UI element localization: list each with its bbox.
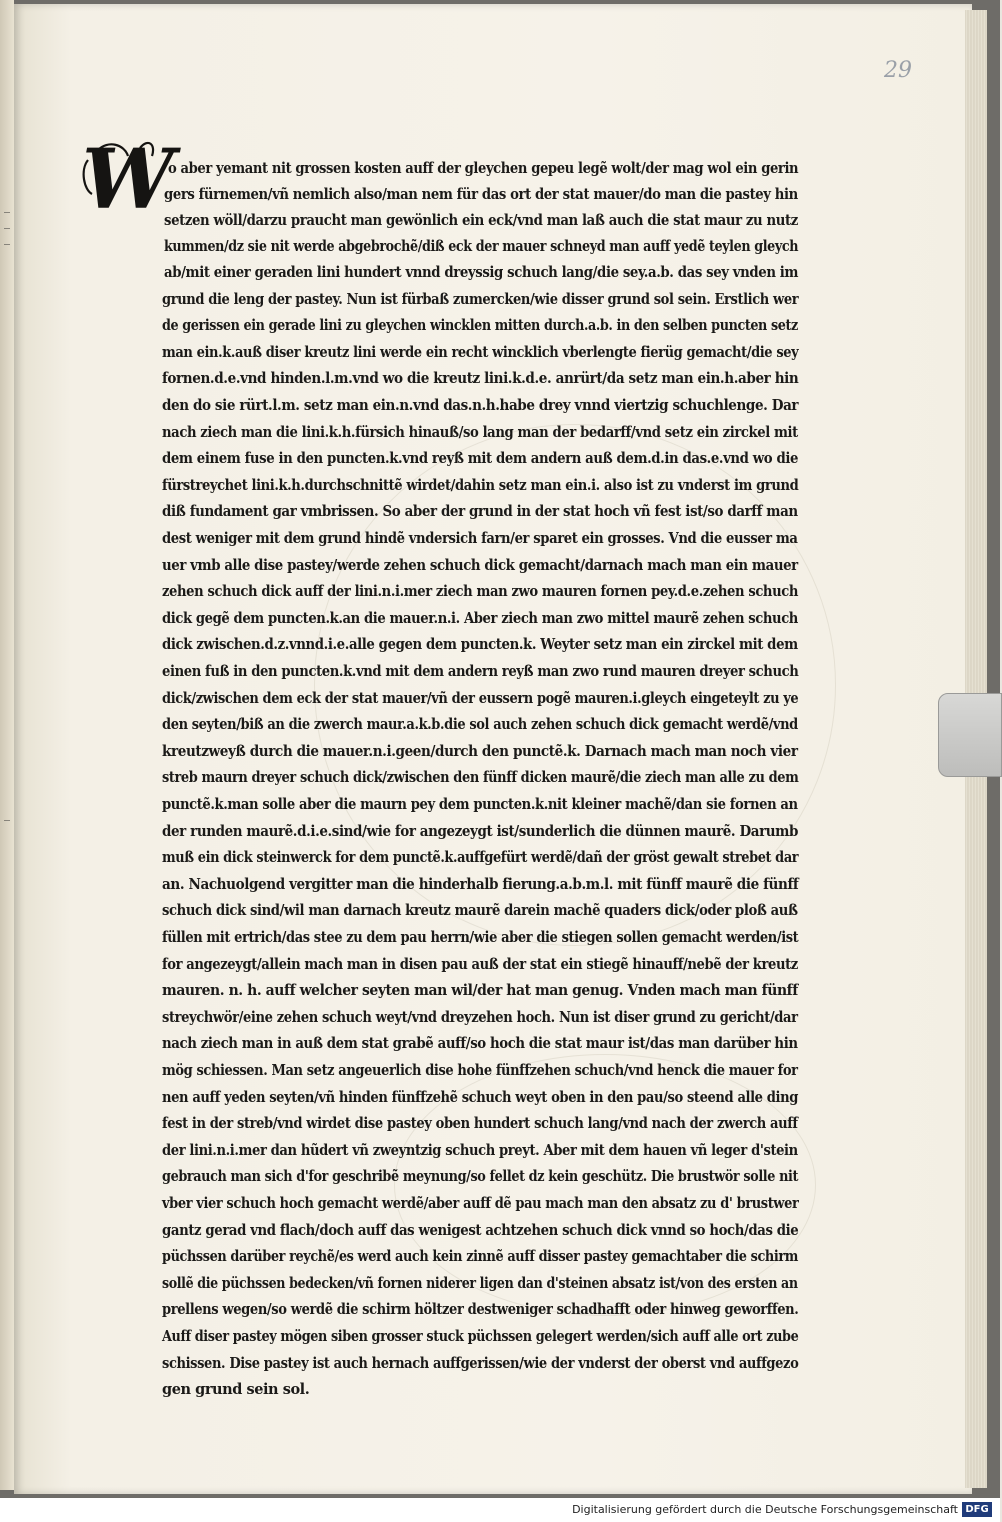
text-line: muß ein dick steinwerck for dem punctẽ.k.auffgefürt werdẽ/dañ der gröst gewalt strebet dar <box>162 849 799 867</box>
text-line: gen grund sein sol. <box>162 1381 310 1399</box>
text-line: dick/zwischen dem eck der stat mauer/vñ der eussern pogẽ mauren.i.gleych eingeteylt zu ye <box>162 689 799 707</box>
text-line: zehen schuch dick auff der lini.n.i.mer ziech man zwo mauren fornen pey.d.e.zehen schuch <box>162 583 799 601</box>
text-line: grund die leng der pastey. Nun ist fürbaß zumercken/wie disser grund sol sein. Erstlich wer <box>162 290 799 308</box>
text-line: füllen mit ertrich/das stee zu dem pau herrn/wie aber die stiegen sollen gemacht werden/ist <box>162 929 799 946</box>
text-line: kummen/dz sie nit werde abgebrochẽ/diß eck der mauer schneyd man auff yedẽ teylen gleych <box>164 238 799 255</box>
text-line: schuch dick sind/wil man darnach kreutz maurẽ darein machẽ quaders dick/oder ploß auß <box>162 902 798 920</box>
text-line: nach ziech man in auß dem stat grabẽ auff/so hoch die stat maur ist/das man darüber hin <box>162 1035 798 1053</box>
text-line: for angezeygt/allein mach man in disen pau auß der stat ein stiegẽ hinauff/nebẽ der kreutz <box>162 955 798 973</box>
text-line: vber vier schuch hoch gemacht werdẽ/aber auff dẽ pau mach man den absatz zu d' brustwer <box>162 1195 799 1212</box>
text-line: punctẽ.k.man solle aber die maurn pey dem puncten.k.nit kleiner machẽ/dan sie fornen an <box>162 796 798 813</box>
text-line: fürstreychet lini.k.h.durchschnittẽ wirdet/dahin setz man ein.i. also ist zu vnderst im grund <box>162 476 799 494</box>
text-line: fest in der streb/vnd wirdet dise pastey oben hundert schuch lang/vnd nach der zwerch auff <box>162 1115 798 1133</box>
dfg-logo: DFG <box>962 1502 992 1517</box>
text-line: prellens wegen/so werdẽ die schirm höltzer destweniger schadhafft oder hinweg geworffen. <box>162 1301 799 1319</box>
text-line: der lini.n.i.mer dan hũdert vñ zweyntzig schuch preyt. Aber mit dem hauen vñ leger d'stein <box>162 1141 798 1159</box>
text-line: nach ziech man die lini.k.h.fürsich hinauß/so lang man der bedarff/vnd setz ein zirckel mit <box>162 423 798 441</box>
text-line: den do sie rürt.l.m. setz man ein.n.vnd das.n.h.habe drey vnnd viertzig schuchlenge. Dar <box>162 397 799 414</box>
text-line: nen auff yeden seyten/vñ hinden fünffzehẽ schuch weyt oben in den pau/so steend alle ding <box>162 1088 798 1106</box>
text-line: ab/mit einer geraden lini hundert vnnd dreyssig schuch lang/die sey.a.b. das sey vnden im <box>164 264 799 281</box>
text-line: den seyten/biß an die zwerch maur.a.k.b.die sol auch zehen schuch dick gemacht werdẽ/vnd <box>162 716 798 734</box>
text-line: fornen.d.e.vnd hinden.l.m.vnd wo die kreutz lini.k.d.e. anrürt/da setz man ein.h.aber hin <box>162 370 799 388</box>
text-line: an. Nachuolgend vergitter man die hinderhalb fierung.a.b.m.l. mit fünff maurẽ die fünff <box>162 875 799 893</box>
initial-letter: W <box>82 132 175 228</box>
text-line: Auff diser pastey mögen siben grosser stuck püchssen gelegert werden/sich auff alle ort zube <box>162 1328 799 1345</box>
text-line: uer vmb alle dise pastey/werde zehen schuch dick gemacht/darnach mach man ein mauer <box>162 556 798 574</box>
text-line: dem einem fuse in den puncten.k.vnd reyß mit dem andern auß dem.d.in das.e.vnd wo die <box>162 450 799 468</box>
text-line: gers fürnemen/vñ nemlich also/man nem für das ort der stat mauer/do man die pastey hin <box>164 186 798 203</box>
footer-bar <box>0 1498 1000 1522</box>
text-line: dick gegẽ dem puncten.k.an die mauer.n.i. Aber ziech man zwo mittel maurẽ zehen schuch <box>162 609 798 627</box>
text-line: püchssen darüber reychẽ/es werd auch kein zinnẽ auff disser pastey gemachtaber die schirm <box>162 1248 798 1266</box>
text-line: dest weniger mit dem grund hindẽ vndersich farn/er sparet ein grosses. Vnd die eusser ma <box>162 530 798 547</box>
text-line: sollẽ die püchssen bedecken/vñ fornen niderer ligen dan d'steinen absatz ist/von des ersten an <box>162 1274 798 1292</box>
folio-number: 29 <box>884 58 912 83</box>
text-line: o aber yemant nit grossen kosten auff der gleychen gepeu legẽ wolt/der mag wol ein gerin <box>168 160 799 177</box>
text-line: streb maurn dreyer schuch dick/zwischen den fünff dicken maurẽ/die ziech man alle zu dem <box>162 769 799 787</box>
text-line: diß fundament gar vmbrissen. So aber der grund in der stat hoch vñ fest ist/so darff man <box>162 503 798 521</box>
text-line: mög schiessen. Man setz angeuerlich dise hohe fünffzehen schuch/vnd henck die mauer for <box>162 1062 798 1079</box>
text-line: de gerissen ein gerade lini zu gleychen wincklen mitten durch.a.b. in den selben puncten setz <box>162 317 798 335</box>
text-line: kreutzweyß durch die mauer.n.i.geen/durch den punctẽ.k. Darnach mach man noch vier <box>162 742 798 760</box>
text-line: gantz gerad vnd flach/doch auff das wenigest achtzehen schuch dick vnnd so hoch/das die <box>162 1221 799 1239</box>
text-line: der runden maurẽ.d.i.e.sind/wie for angezeygt ist/sunderlich die dünnen maurẽ. Darumb <box>162 822 798 840</box>
text-line: mauren. n. h. auff welcher seyten man wil/der hat man genug. Vnden mach man fünff <box>162 982 798 1000</box>
dfg-credit-text: Digitalisierung gefördert durch die Deutsche Forschungsgemeinschaft <box>572 1503 958 1516</box>
text-line: schissen. Dise pastey ist auch hernach auffgerissen/wie der vnderst der oberst vnd auffgezo <box>162 1354 799 1372</box>
text-line: einen fuß in den puncten.k.vnd mit dem andern reyß man zwo rund mauren dreyer schuch <box>162 663 799 680</box>
text-line: man ein.k.auß diser kreutz lini werde ein recht wincklich vberlengte fierüg gemacht/die sey <box>162 343 799 361</box>
text-line: streychwör/eine zehen schuch weyt/vnd dreyzehen hoch. Nun ist diser grund zu gericht/dar <box>162 1008 798 1026</box>
text-line: gebrauch man sich d'for geschribẽ meynung/so fellet dz kein geschütz. Die brustwör solle nit <box>162 1168 799 1186</box>
text-line: dick zwischen.d.z.vnnd.i.e.alle gegen dem puncten.k. Weyter setz man ein zirckel mit dem <box>162 636 798 654</box>
text-line: setzen wöll/darzu praucht man gewönlich ein eck/vnd man laß auch die stat maur zu nutz <box>164 212 798 229</box>
